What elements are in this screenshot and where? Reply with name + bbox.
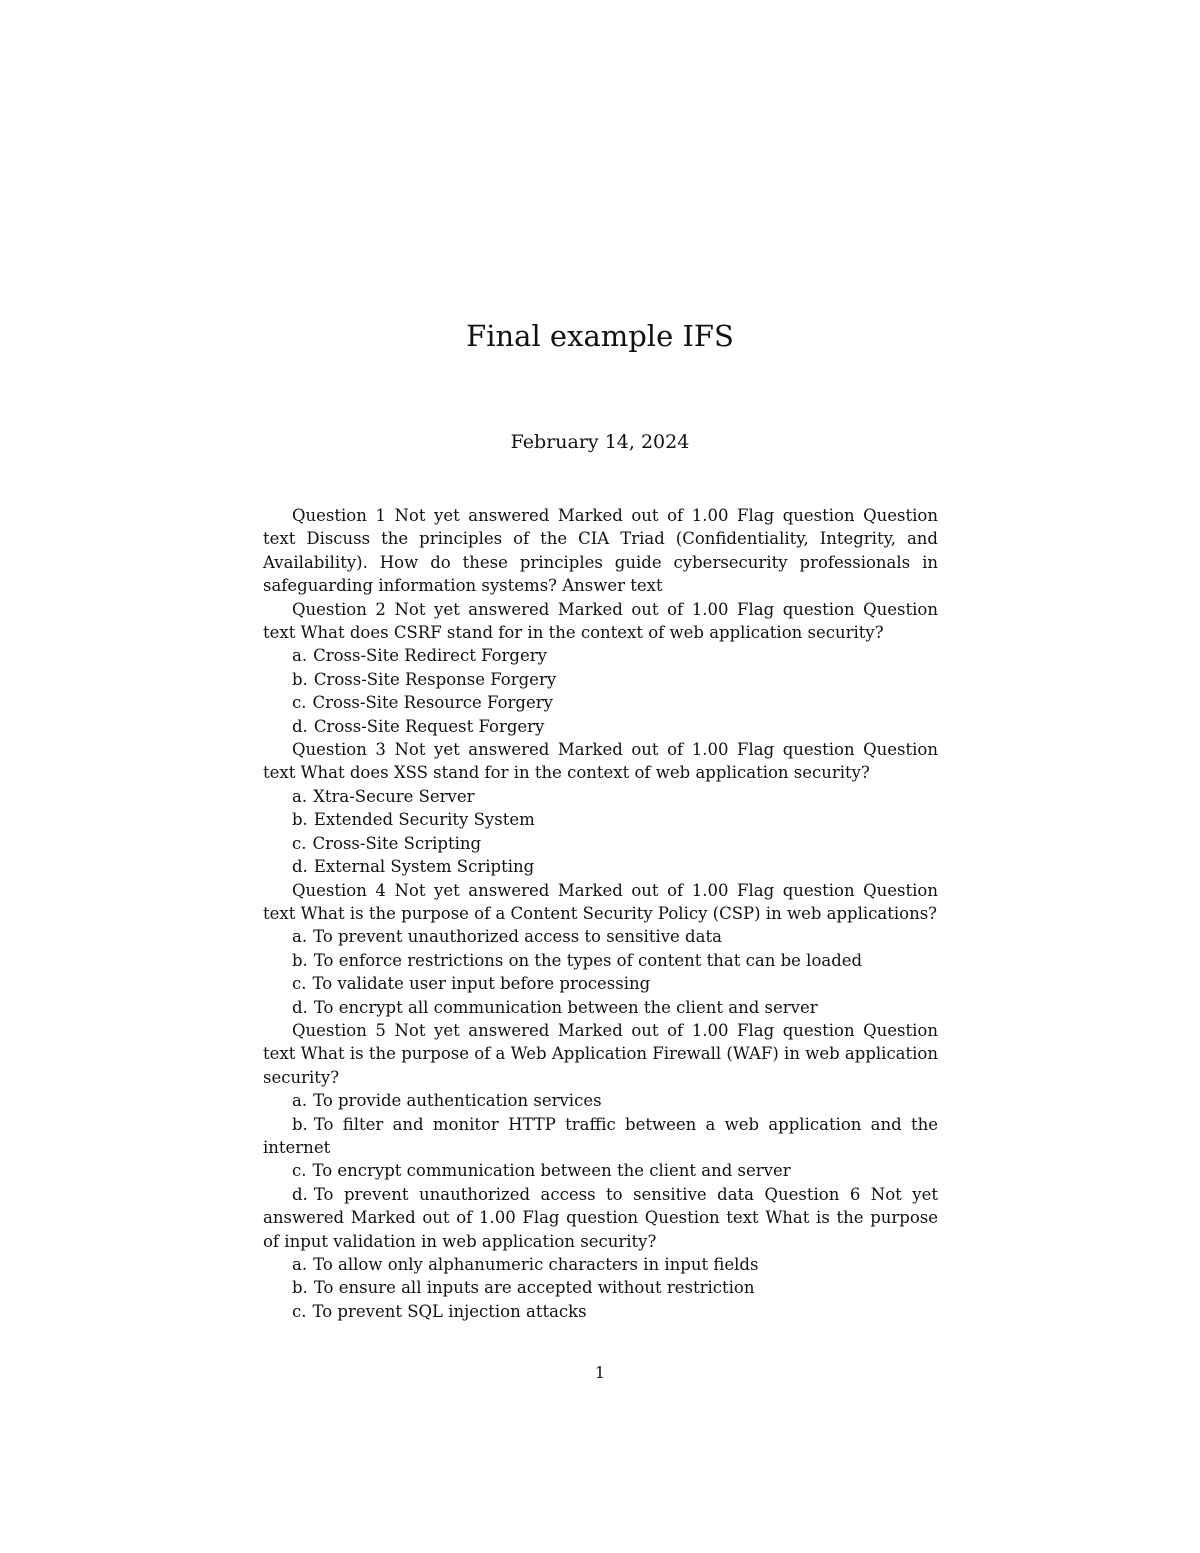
document-title: Final example IFS (466, 319, 734, 353)
question-4-option-d (263, 996, 938, 1019)
option-label: a. (292, 786, 308, 806)
option-label: b. (292, 1278, 308, 1298)
question-3-option-a (263, 785, 938, 808)
option-label: c. (292, 833, 307, 853)
option-label: c. (292, 974, 307, 994)
option-text: To provide authentication services (313, 1091, 602, 1111)
question-2-text: Question 2 Not yet answered Marked out of 1.00 Flag question Question text What does CSRF stand for in the context of web application security? (263, 599, 938, 643)
question-5-option-b (263, 1113, 938, 1160)
document-date: February 14, 2024 (510, 431, 690, 453)
option-label: b. (292, 810, 308, 830)
option-text: Cross-Site Redirect Forgery (313, 646, 547, 666)
option-label: c. (292, 1161, 307, 1181)
option-label: a. (292, 1091, 308, 1111)
option-text: To allow only alphanumeric characters in input fields (313, 1255, 759, 1274)
question-5-option-a (263, 1089, 938, 1112)
option-text: Cross-Site Response Forgery (313, 669, 557, 689)
option-label: d. (292, 716, 308, 736)
question-5-option-c (263, 1159, 938, 1182)
question-2-option-d (263, 715, 938, 738)
option-label: a. (292, 646, 308, 666)
question-2-option-b (263, 668, 938, 691)
question-6-option-b (263, 1276, 938, 1299)
option-text: To filter and monitor HTTP traffic between a web application and the internet (263, 1114, 938, 1157)
option-text: To enforce restrictions on the types of content that can be loaded (313, 950, 863, 970)
option-label: d. (292, 1184, 308, 1204)
question-2-option-a (263, 644, 938, 667)
page-number: 1 (594, 1363, 606, 1382)
option-label: b. (292, 669, 308, 689)
option-text: To encrypt all communication between the client and server (313, 997, 818, 1017)
option-label: d. (292, 857, 308, 877)
option-label: c. (292, 693, 307, 713)
question-4-option-c (263, 972, 938, 995)
option-text: Cross-Site Resource Forgery (312, 693, 553, 713)
option-text: External System Scripting (313, 857, 535, 877)
question-3-text: Question 3 Not yet answered Marked out of 1.00 Flag question Question text What does XSS stand for in the context of web application security? (263, 740, 938, 783)
option-text: Cross-Site Request Forgery (313, 716, 545, 736)
question-4-text: Question 4 Not yet answered Marked out of 1.00 Flag question Question text What is the purpose of a Content Security Policy (CSP) in web applications? (263, 880, 938, 923)
option-text: To prevent SQL injection attacks (312, 1301, 587, 1321)
option-label: a. (292, 927, 308, 947)
question-6-option-c (263, 1300, 938, 1323)
question-5-text: Question 5 Not yet answered Marked out of 1.00 Flag question Question text What is the purpose of a Web Application Firewall (WAF) in web application security? (263, 1020, 938, 1087)
option-text: To prevent unauthorized access to sensitive data (313, 927, 722, 947)
option-text: Cross-Site Scripting (312, 833, 482, 853)
option-text: Xtra-Secure Server (313, 786, 475, 806)
option-label: b. (292, 1114, 308, 1134)
option-text: Extended Security System (313, 810, 535, 830)
option-label: c. (292, 1301, 307, 1321)
option-label: a. (292, 1255, 308, 1274)
document-body (263, 504, 938, 1323)
question-3-option-b (263, 808, 938, 831)
option-text: To encrypt communication between the client and server (312, 1161, 791, 1181)
option-label: d. (292, 997, 308, 1017)
question-6-option-a (263, 1253, 938, 1276)
question-4-option-a (263, 925, 938, 948)
option-label: b. (292, 950, 308, 970)
question-1-text: Question 1 Not yet answered Marked out of 1.00 Flag question Question text Discuss the principles of the CIA Triad (Confidentiality, Integrity, and Availability). How do these principles guide cybersecurity professionals in safeguarding information systems? Answer text (263, 506, 938, 596)
question-3-option-c (263, 832, 938, 855)
question-4-option-b (263, 949, 938, 972)
option-text: To prevent unauthorized access to sensitive data Question 6 Not yet answered Marked out of 1.00 Flag question Question text What is the purpose of input validation in web application security? (263, 1184, 938, 1251)
option-text: To validate user input before processing (312, 974, 651, 994)
option-text: To ensure all inputs are accepted without restriction (313, 1278, 755, 1298)
question-2-option-c (263, 691, 938, 714)
question-3-option-d (263, 855, 938, 878)
question-5-option-d (263, 1183, 938, 1253)
